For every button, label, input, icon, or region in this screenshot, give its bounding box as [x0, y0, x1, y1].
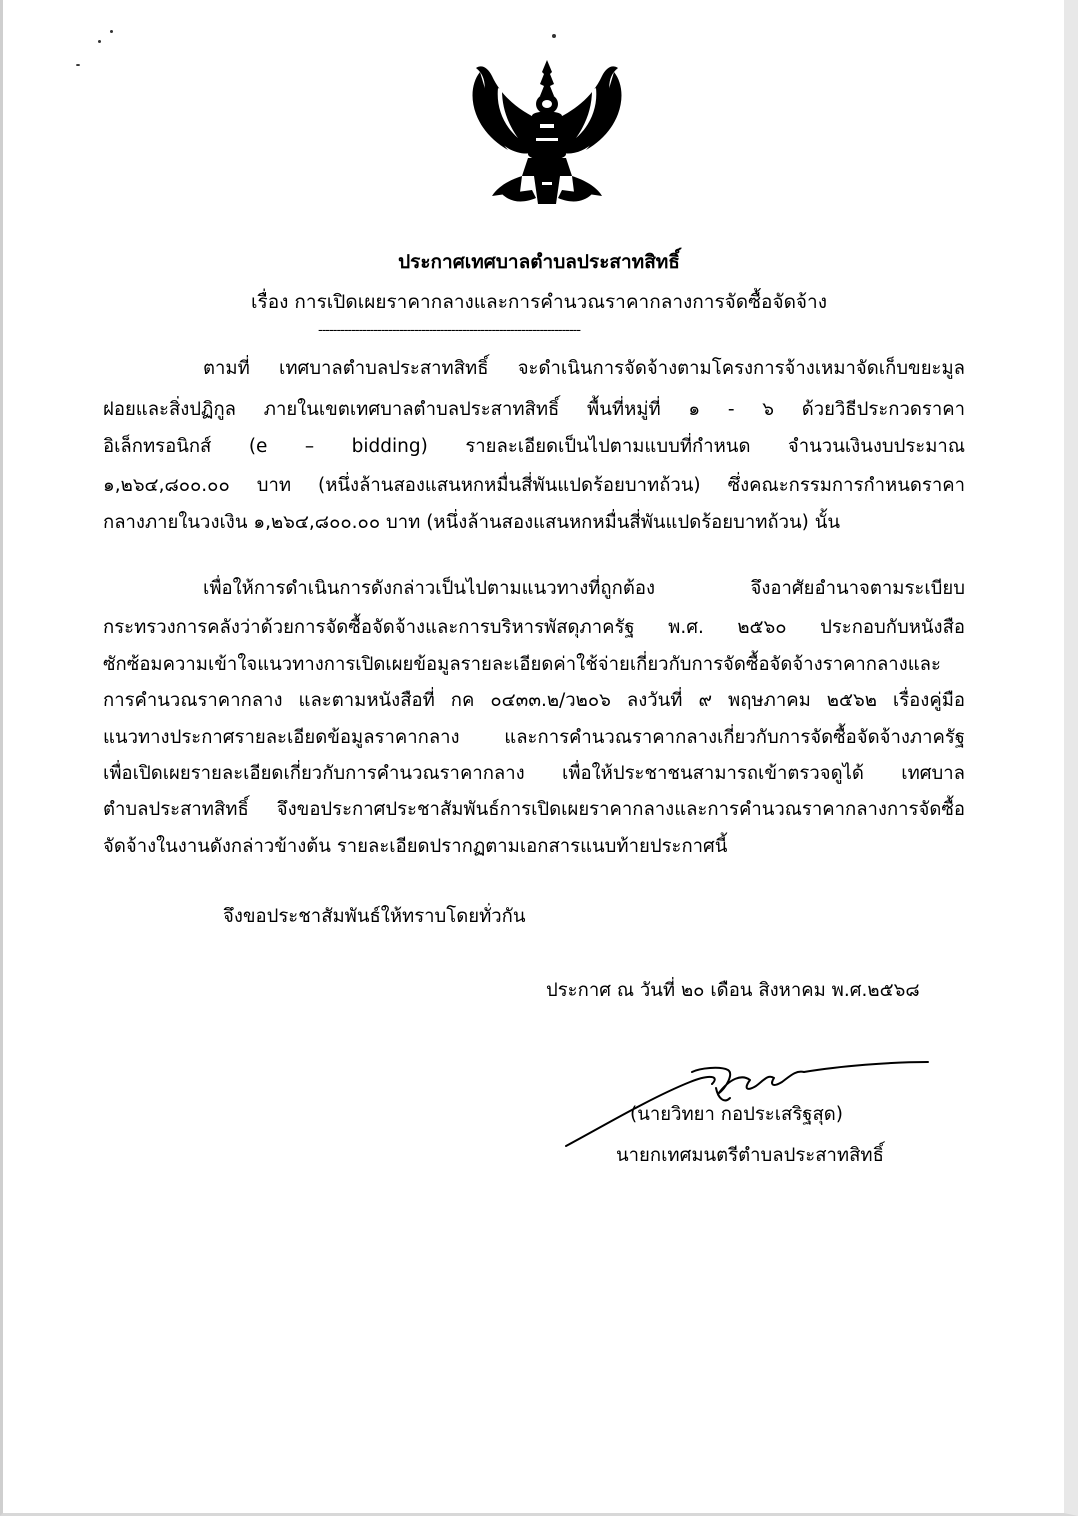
garuda-emblem-icon [462, 58, 632, 208]
paragraph-line: กระทรวงการคลังว่าด้วยการจัดซื้อจัดจ้างและการบริหารพัสดุภาครัฐ พ.ศ. ๒๕๖๐ ประกอบกับหนังสือ [103, 617, 965, 638]
signer-name: (นายวิทยา กอประเสริฐสุด) [630, 1104, 843, 1125]
announcement-subject: เรื่อง การเปิดเผยราคากลางและการคำนวณราคากลางการจัดซื้อจัดจ้าง [251, 291, 827, 313]
signature-image [560, 1048, 940, 1158]
scan-speck [552, 34, 556, 38]
paragraph-line: การคำนวณราคากลาง และตามหนังสือที่ กค ๐๔๓๓.๒/ว๒๐๖ ลงวันที่ ๙ พฤษภาคม ๒๕๖๒ เรื่องคู่มือ [103, 690, 965, 711]
paragraph-line: แนวทางประกาศรายละเอียดข้อมูลราคากลาง และการคำนวณราคากลางเกี่ยวกับการจัดซื้อจัดจ้างภาครัฐ [103, 727, 965, 748]
scan-speck [98, 40, 101, 43]
closing-statement: จึงขอประชาสัมพันธ์ให้ทราบโดยทั่วกัน [223, 906, 526, 927]
scan-speck [110, 30, 113, 33]
paragraph-line: อิเล็กทรอนิกส์ (e – bidding) รายละเอียดเป็นไปตามแบบที่กำหนด จำนวนเงินงบประมาณ [103, 436, 965, 457]
title-divider: ----------------------------------------------------------------------- [318, 323, 581, 338]
paragraph-line: กลางภายในวงเงิน ๑,๒๖๔,๘๐๐.๐๐ บาท (หนึ่งล้านสองแสนหกหมื่นสี่พันแปดร้อยบาทถ้วน) นั้น [103, 512, 841, 533]
announcement-date: ประกาศ ณ วันที่ ๒๐ เดือน สิงหาคม พ.ศ.๒๕๖๘ [546, 980, 920, 1001]
page-title: ประกาศเทศบาลตำบลประสาทสิทธิ์ [398, 251, 680, 273]
paragraph-line: ตำบลประสาทสิทธิ์ จึงขอประกาศประชาสัมพันธ์การเปิดเผยราคากลางและการคำนวณราคากลางการจัดซื้อ [103, 799, 965, 820]
scan-speck [76, 64, 80, 66]
paragraph-line: ตามที่ เทศบาลตำบลประสาทสิทธิ์ จะดำเนินการจัดจ้างตามโครงการจ้างเหมาจัดเก็บขยะมูล [203, 358, 965, 379]
paragraph-line: ซักซ้อมความเข้าใจแนวทางการเปิดเผยข้อมูลรายละเอียดค่าใช้จ่ายเกี่ยวกับการจัดซื้อจัดจ้างราคากลางและ [103, 654, 941, 675]
paragraph-line: เพื่อเปิดเผยรายละเอียดเกี่ยวกับการคำนวณราคากลาง เพื่อให้ประชาชนสามารถเข้าตรวจดูได้ เทศบาล [103, 763, 965, 784]
paragraph-line: เพื่อให้การดำเนินการดังกล่าวเป็นไปตามแนวทางที่ถูกต้อง จึงอาศัยอำนาจตามระเบียบ [203, 578, 965, 599]
paragraph-line: จัดจ้างในงานดังกล่าวข้างต้น รายละเอียดปรากฏตามเอกสารแนบท้ายประกาศนี้ [103, 836, 728, 857]
signer-position: นายกเทศมนตรีตำบลประสาทสิทธิ์ [616, 1145, 884, 1166]
paragraph-line: ๑,๒๖๔,๘๐๐.๐๐ บาท (หนึ่งล้านสองแสนหกหมื่นสี่พันแปดร้อยบาทถ้วน) ซึ่งคณะกรรมการกำหนดราคา [103, 475, 965, 496]
paragraph-line: ฝอยและสิ่งปฏิกูล ภายในเขตเทศบาลตำบลประสาทสิทธิ์ พื้นที่หมู่ที่ ๑ - ๖ ด้วยวิธีประกวดราคา [103, 399, 965, 420]
